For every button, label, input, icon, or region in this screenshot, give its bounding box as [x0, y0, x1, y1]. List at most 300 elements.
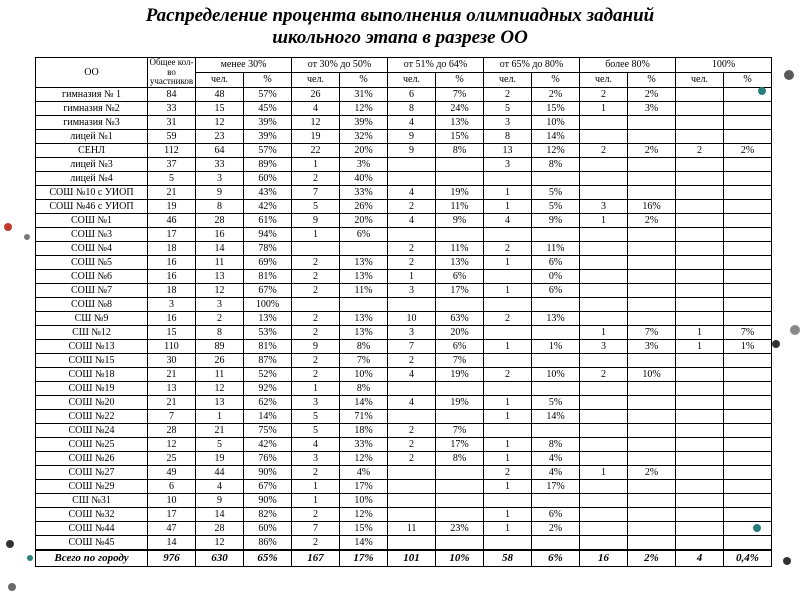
cell: 9%: [436, 214, 484, 228]
cell: [676, 522, 724, 536]
cell: 33: [148, 102, 196, 116]
cell: [724, 480, 772, 494]
cell: [676, 186, 724, 200]
cell: 20%: [340, 144, 388, 158]
cell: [580, 130, 628, 144]
cell: 53%: [244, 326, 292, 340]
cell: [628, 256, 676, 270]
cell: 81%: [244, 270, 292, 284]
cell: 6: [388, 88, 436, 102]
cell: [580, 242, 628, 256]
oo-name: СОШ №44: [36, 522, 148, 536]
cell: 65%: [244, 550, 292, 567]
cell: 11%: [532, 242, 580, 256]
table-row: [36, 186, 772, 200]
cell: [436, 382, 484, 396]
cell: [628, 312, 676, 326]
cell: 1: [484, 284, 532, 298]
cell: 110: [148, 340, 196, 354]
cell: 1: [676, 340, 724, 354]
cell: [532, 424, 580, 438]
cell: 2: [196, 312, 244, 326]
decorative-dot: [27, 555, 33, 561]
cell: 15: [148, 326, 196, 340]
cell: 5%: [532, 200, 580, 214]
cell: 10%: [340, 494, 388, 508]
cell: [724, 312, 772, 326]
cell: 14%: [532, 130, 580, 144]
cell: 4: [388, 214, 436, 228]
cell: 39%: [244, 130, 292, 144]
cell: [484, 382, 532, 396]
cell: 13%: [436, 256, 484, 270]
cell: 31: [148, 116, 196, 130]
cell: 14%: [244, 410, 292, 424]
cell: 61%: [244, 214, 292, 228]
cell: 4%: [340, 466, 388, 480]
cell: 20%: [436, 326, 484, 340]
cell: 23%: [436, 522, 484, 536]
cell: 42%: [244, 200, 292, 214]
cell: 23: [196, 130, 244, 144]
cell: 13%: [436, 116, 484, 130]
cell: [676, 424, 724, 438]
cell: 12%: [532, 144, 580, 158]
cell: [724, 508, 772, 522]
cell: 2: [388, 242, 436, 256]
cell: [676, 242, 724, 256]
cell: 3: [148, 298, 196, 312]
cell: [724, 438, 772, 452]
oo-name: СОШ №45: [36, 536, 148, 550]
oo-name: СОШ №25: [36, 438, 148, 452]
cell: [484, 536, 532, 550]
table-row: [36, 102, 772, 116]
col-subheader-chel: чел.: [580, 73, 628, 88]
cell: [580, 382, 628, 396]
col-group-header-1: от 30% до 50%: [292, 58, 388, 73]
cell: 13%: [340, 270, 388, 284]
cell: 57%: [244, 144, 292, 158]
cell: 40%: [340, 172, 388, 186]
cell: [724, 424, 772, 438]
cell: [676, 158, 724, 172]
page-title-line1: Распределение процента выполнения олимпиадных заданий: [145, 5, 655, 26]
cell: [676, 172, 724, 186]
cell: 17%: [340, 480, 388, 494]
table-row: [36, 242, 772, 256]
cell: 18: [148, 284, 196, 298]
cell: 10: [148, 494, 196, 508]
cell: [580, 424, 628, 438]
table-row: [36, 326, 772, 340]
cell: 13: [196, 396, 244, 410]
cell: 14: [196, 508, 244, 522]
cell: 12%: [340, 102, 388, 116]
oo-name: СОШ №46 с УИОП: [36, 200, 148, 214]
cell: 2: [388, 200, 436, 214]
cell: 64: [196, 144, 244, 158]
cell: [676, 102, 724, 116]
cell: 1: [292, 228, 340, 242]
cell: 60%: [244, 172, 292, 186]
cell: [388, 536, 436, 550]
oo-name: СШ №31: [36, 494, 148, 508]
cell: 1: [484, 438, 532, 452]
cell: 2: [580, 368, 628, 382]
cell: [484, 354, 532, 368]
table-row: [36, 228, 772, 242]
cell: [676, 508, 724, 522]
cell: [580, 354, 628, 368]
table-row: [36, 214, 772, 228]
cell: [628, 494, 676, 508]
cell: 1: [676, 326, 724, 340]
cell: 46: [148, 214, 196, 228]
cell: 7%: [628, 326, 676, 340]
oo-name: СОШ №8: [36, 298, 148, 312]
table-row: [36, 438, 772, 452]
cell: 8: [196, 326, 244, 340]
cell: 14%: [340, 396, 388, 410]
cell: 11%: [340, 284, 388, 298]
cell: 25: [148, 452, 196, 466]
cell: 19%: [436, 396, 484, 410]
total-row: [36, 550, 772, 567]
cell: 2: [292, 256, 340, 270]
cell: 3: [580, 340, 628, 354]
cell: [436, 494, 484, 508]
cell: [676, 410, 724, 424]
cell: [532, 354, 580, 368]
cell: [676, 536, 724, 550]
cell: [580, 410, 628, 424]
decorative-dot: [4, 223, 12, 231]
cell: 16: [148, 256, 196, 270]
cell: 81%: [244, 340, 292, 354]
decorative-dot: [783, 557, 791, 565]
cell: [724, 284, 772, 298]
cell: 630: [196, 550, 244, 567]
cell: [292, 242, 340, 256]
cell: 92%: [244, 382, 292, 396]
cell: 100%: [244, 298, 292, 312]
cell: [676, 382, 724, 396]
cell: 11: [388, 522, 436, 536]
cell: 0%: [532, 270, 580, 284]
oo-name: СОШ №24: [36, 424, 148, 438]
cell: 2: [292, 326, 340, 340]
cell: 42%: [244, 438, 292, 452]
cell: 63%: [436, 312, 484, 326]
cell: 1: [292, 494, 340, 508]
table-row: [36, 480, 772, 494]
oo-name: гимназия №3: [36, 116, 148, 130]
cell: 13: [484, 144, 532, 158]
cell: [580, 256, 628, 270]
cell: 3%: [340, 158, 388, 172]
cell: 6%: [340, 228, 388, 242]
cell: 18: [148, 242, 196, 256]
cell: 10%: [532, 368, 580, 382]
oo-name: СОШ №22: [36, 410, 148, 424]
decorative-dot: [753, 524, 761, 532]
cell: 8%: [340, 382, 388, 396]
oo-name: СОШ №4: [36, 242, 148, 256]
table-row: [36, 270, 772, 284]
cell: 90%: [244, 466, 292, 480]
cell: 84: [148, 88, 196, 102]
cell: 1: [484, 522, 532, 536]
cell: [436, 298, 484, 312]
cell: [724, 368, 772, 382]
cell: 2: [676, 144, 724, 158]
cell: 1: [292, 158, 340, 172]
cell: [676, 438, 724, 452]
cell: 9: [388, 130, 436, 144]
cell: 33%: [340, 186, 388, 200]
oo-name: СОШ №15: [36, 354, 148, 368]
cell: [628, 270, 676, 284]
cell: [484, 298, 532, 312]
cell: 3: [388, 284, 436, 298]
cell: 18%: [340, 424, 388, 438]
cell: 6%: [532, 256, 580, 270]
cell: 21: [148, 396, 196, 410]
col-subheader-chel: чел.: [196, 73, 244, 88]
cell: 33: [196, 158, 244, 172]
cell: 1: [580, 326, 628, 340]
cell: [532, 298, 580, 312]
table-row: [36, 410, 772, 424]
cell: [724, 102, 772, 116]
cell: [388, 228, 436, 242]
cell: 12: [196, 284, 244, 298]
cell: [580, 396, 628, 410]
cell: [628, 228, 676, 242]
cell: 4%: [532, 452, 580, 466]
cell: 89%: [244, 158, 292, 172]
cell: 7: [292, 186, 340, 200]
cell: [628, 522, 676, 536]
cell: 45%: [244, 102, 292, 116]
table-row: [36, 284, 772, 298]
cell: [388, 410, 436, 424]
cell: 4: [388, 368, 436, 382]
page-title: [0, 0, 800, 50]
cell: [676, 298, 724, 312]
cell: 12: [196, 116, 244, 130]
cell: 19%: [436, 368, 484, 382]
cell: 15%: [532, 102, 580, 116]
decorative-dot: [8, 583, 16, 591]
table-row: [36, 256, 772, 270]
cell: [628, 186, 676, 200]
cell: [436, 228, 484, 242]
col-group-header-0: менее 30%: [196, 58, 292, 73]
cell: 47: [148, 522, 196, 536]
cell: [724, 186, 772, 200]
cell: 5: [292, 424, 340, 438]
table-row: [36, 158, 772, 172]
cell: 1: [484, 186, 532, 200]
cell: 86%: [244, 536, 292, 550]
decorative-dot: [790, 325, 800, 335]
cell: [580, 522, 628, 536]
cell: 3: [580, 200, 628, 214]
cell: 21: [148, 368, 196, 382]
cell: 67%: [244, 480, 292, 494]
cell: 12%: [340, 452, 388, 466]
col-subheader-pct: %: [244, 73, 292, 88]
cell: [340, 298, 388, 312]
cell: 7%: [436, 88, 484, 102]
cell: 16: [148, 270, 196, 284]
oo-name: СОШ №13: [36, 340, 148, 354]
oo-name: СОШ №19: [36, 382, 148, 396]
cell: 16%: [628, 200, 676, 214]
col-group-header-4: более 80%: [580, 58, 676, 73]
cell: 7: [148, 410, 196, 424]
cell: 4: [292, 438, 340, 452]
cell: 31%: [340, 88, 388, 102]
cell: 2%: [628, 144, 676, 158]
cell: [676, 480, 724, 494]
total-row-label: Всего по городу: [36, 550, 148, 567]
cell: [388, 298, 436, 312]
cell: 7%: [724, 326, 772, 340]
cell: 4: [292, 102, 340, 116]
page-title-line2: школьного этапа в разрезе ОО: [272, 27, 528, 49]
cell: 89: [196, 340, 244, 354]
cell: 1: [580, 102, 628, 116]
cell: [484, 424, 532, 438]
cell: 26%: [340, 200, 388, 214]
cell: 4: [388, 186, 436, 200]
cell: [484, 228, 532, 242]
cell: [580, 284, 628, 298]
cell: 11%: [436, 242, 484, 256]
cell: [628, 424, 676, 438]
table-row: [36, 298, 772, 312]
cell: 2: [292, 508, 340, 522]
cell: 3%: [628, 340, 676, 354]
cell: 8%: [532, 158, 580, 172]
cell: [724, 354, 772, 368]
cell: [676, 494, 724, 508]
cell: [676, 256, 724, 270]
cell: 6%: [532, 508, 580, 522]
cell: 11: [196, 368, 244, 382]
cell: 8: [196, 200, 244, 214]
cell: 28: [148, 424, 196, 438]
cell: 3: [484, 116, 532, 130]
cell: [580, 508, 628, 522]
oo-name: лицей №1: [36, 130, 148, 144]
cell: 5%: [532, 396, 580, 410]
cell: 59: [148, 130, 196, 144]
cell: 4: [196, 480, 244, 494]
cell: 7%: [340, 354, 388, 368]
col-subheader-pct: %: [436, 73, 484, 88]
oo-name: гимназия №2: [36, 102, 148, 116]
cell: [676, 396, 724, 410]
col-group-header-2: от 51% до 64%: [388, 58, 484, 73]
cell: 69%: [244, 256, 292, 270]
cell: 3: [292, 396, 340, 410]
table-row: [36, 452, 772, 466]
col-subheader-pct: %: [628, 73, 676, 88]
cell: 6%: [532, 550, 580, 567]
cell: 101: [388, 550, 436, 567]
cell: [436, 480, 484, 494]
cell: 10%: [532, 116, 580, 130]
cell: [628, 158, 676, 172]
cell: 19%: [436, 186, 484, 200]
cell: 2: [484, 466, 532, 480]
col-group-header-5: 100%: [676, 58, 772, 73]
cell: 2: [292, 172, 340, 186]
table-row: [36, 116, 772, 130]
cell: [580, 186, 628, 200]
table-row: [36, 144, 772, 158]
cell: [676, 354, 724, 368]
cell: 10%: [436, 550, 484, 567]
cell: [628, 438, 676, 452]
cell: [724, 200, 772, 214]
table-body: [36, 88, 772, 567]
cell: 15: [196, 102, 244, 116]
cell: 2: [292, 312, 340, 326]
table-row: [36, 508, 772, 522]
cell: 3: [484, 158, 532, 172]
col-subheader-pct: %: [724, 73, 772, 88]
cell: 2%: [628, 88, 676, 102]
cell: 13%: [244, 312, 292, 326]
cell: [292, 298, 340, 312]
cell: [676, 466, 724, 480]
table-row: [36, 130, 772, 144]
cell: 52%: [244, 368, 292, 382]
cell: 11: [196, 256, 244, 270]
cell: 2: [292, 354, 340, 368]
oo-name: лицей №4: [36, 172, 148, 186]
cell: [628, 536, 676, 550]
cell: 9: [292, 214, 340, 228]
cell: 5: [292, 410, 340, 424]
cell: 19: [148, 200, 196, 214]
cell: 17: [148, 228, 196, 242]
cell: 10%: [628, 368, 676, 382]
cell: 1: [484, 452, 532, 466]
cell: [676, 228, 724, 242]
cell: 14: [196, 242, 244, 256]
decorative-dot: [6, 540, 14, 548]
cell: [532, 228, 580, 242]
cell: [724, 116, 772, 130]
cell: 17%: [532, 480, 580, 494]
cell: 6%: [436, 270, 484, 284]
cell: 12: [196, 382, 244, 396]
cell: 2: [580, 144, 628, 158]
cell: [628, 284, 676, 298]
cell: [388, 172, 436, 186]
cell: 87%: [244, 354, 292, 368]
cell: [724, 452, 772, 466]
cell: 10%: [340, 368, 388, 382]
cell: 2%: [532, 88, 580, 102]
cell: [628, 242, 676, 256]
